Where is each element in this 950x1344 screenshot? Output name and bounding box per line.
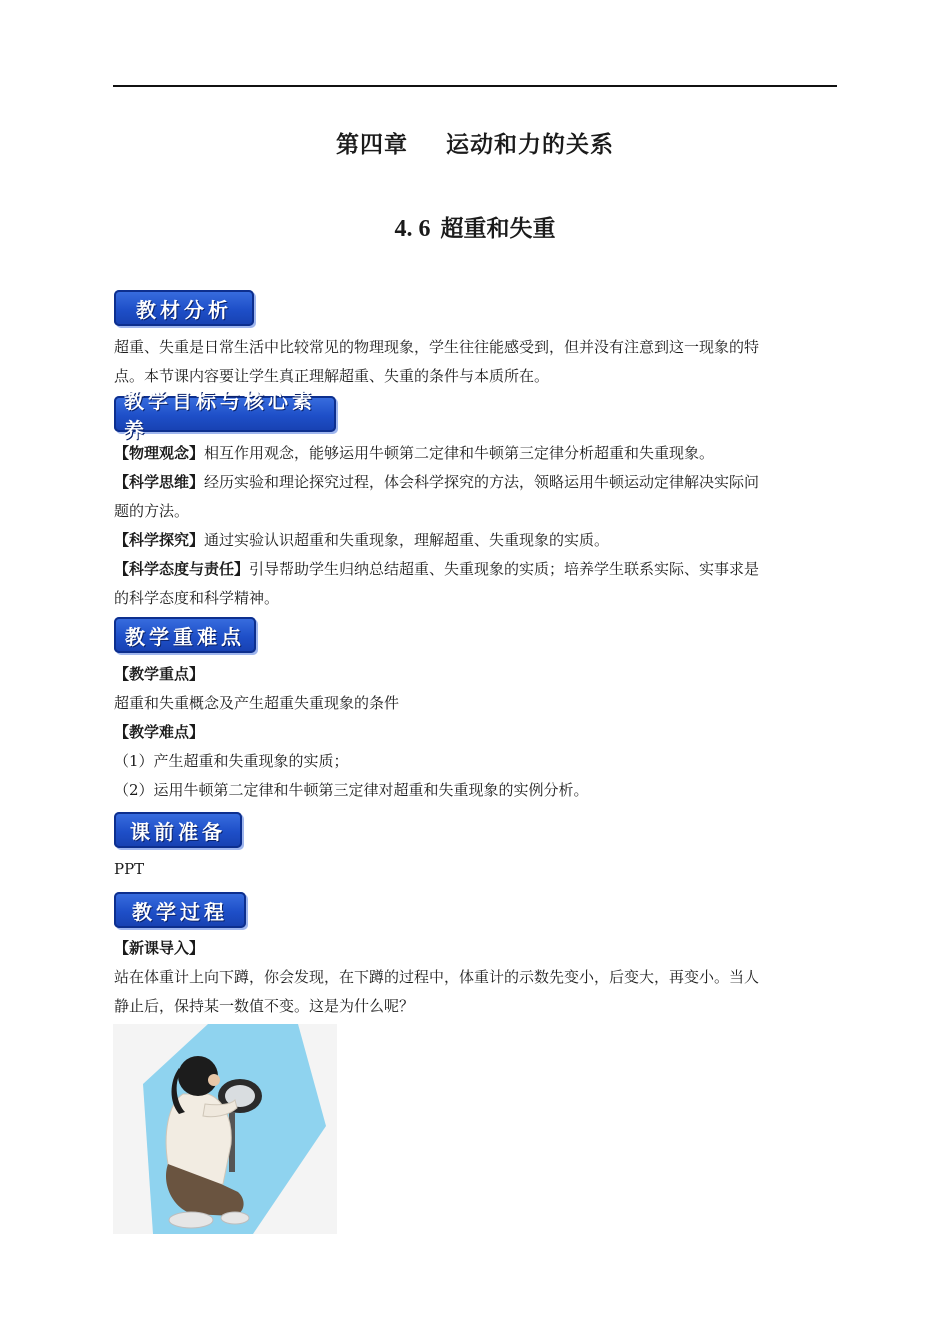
intro-label: 【新课导入】 xyxy=(114,939,205,957)
difficulty-item-1: （1）产生超重和失重现象的实质； xyxy=(114,752,349,770)
badge-analysis: 教材分析 xyxy=(114,290,254,326)
goals-list: 【物理观念】相互作用观念，能够运用牛顿第二定律和牛顿第三定律分析超重和失重现象。 【科学思维】经历实验和理论探究过程，体会科学探究的方法，领略运用牛顿运动定律解决实际问 题的方法。 【科学探究】通过实验认识超重和失重现象，理解超重、失重现象的实质。 【科学态度与责任】引导帮助学生归纳总结超重、失重现象的实质；培养学生联系实际、实事求是 的科学态度和科学精神。 xyxy=(114,439,838,613)
goal-attitude: 【科学态度与责任】引导帮助学生归纳总结超重、失重现象的实质；培养学生联系实际、实事求是 xyxy=(114,560,760,578)
section-title xyxy=(0,210,950,243)
goal-scientific-thinking: 【科学思维】经历实验和理论探究过程，体会科学探究的方法，领略运用牛顿运动定律解决实际问 xyxy=(114,473,760,491)
illustration-svg xyxy=(113,1024,337,1234)
process-section: 【新课导入】 站在体重计上向下蹲，你会发现，在下蹲的过程中，体重计的示数先变小，后变大，再变小。当人 静止后，保持某一数值不变。这是为什么呢？ xyxy=(114,934,838,1021)
chapter-name: 运动和力的关系 xyxy=(446,132,614,158)
badge-process: 教学过程 xyxy=(114,892,246,928)
badge-preparation: 课前准备 xyxy=(114,812,242,848)
goal-physics-concept: 【物理观念】相互作用观念，能够运用牛顿第二定律和牛顿第三定律分析超重和失重现象。 xyxy=(114,444,715,462)
difficulty-item-2: （2）运用牛顿第二定律和牛顿第三定律对超重和失重现象的实例分析。 xyxy=(114,781,589,799)
chapter-title xyxy=(0,126,950,159)
chapter-label: 第四章 xyxy=(336,132,408,158)
difficulty-label: 【教学难点】 xyxy=(114,723,205,741)
badge-key-points: 教学重难点 xyxy=(114,617,256,653)
goal-scientific-inquiry: 【科学探究】通过实验认识超重和失重现象，理解超重、失重现象的实质。 xyxy=(114,531,610,549)
badge-goals: 教学目标与核心素养 xyxy=(114,396,336,432)
analysis-paragraph: 超重、失重是日常生活中比较常见的物理现象，学生往往能感受到，但并没有注意到这一现象的特 点。本节课内容要让学生真正理解超重、失重的条件与本质所在。 xyxy=(114,338,760,385)
section-number: 4. 6 xyxy=(394,216,431,242)
key-points-section xyxy=(114,660,838,805)
squatting-on-scale-illustration xyxy=(113,1024,337,1234)
section-name: 超重和失重 xyxy=(440,216,556,242)
focus-label: 【教学重点】 xyxy=(114,665,205,683)
header-rule xyxy=(113,85,837,87)
focus-text: 超重和失重概念及产生超重失重现象的条件 xyxy=(114,694,400,712)
preparation-text: PPT xyxy=(114,860,145,878)
